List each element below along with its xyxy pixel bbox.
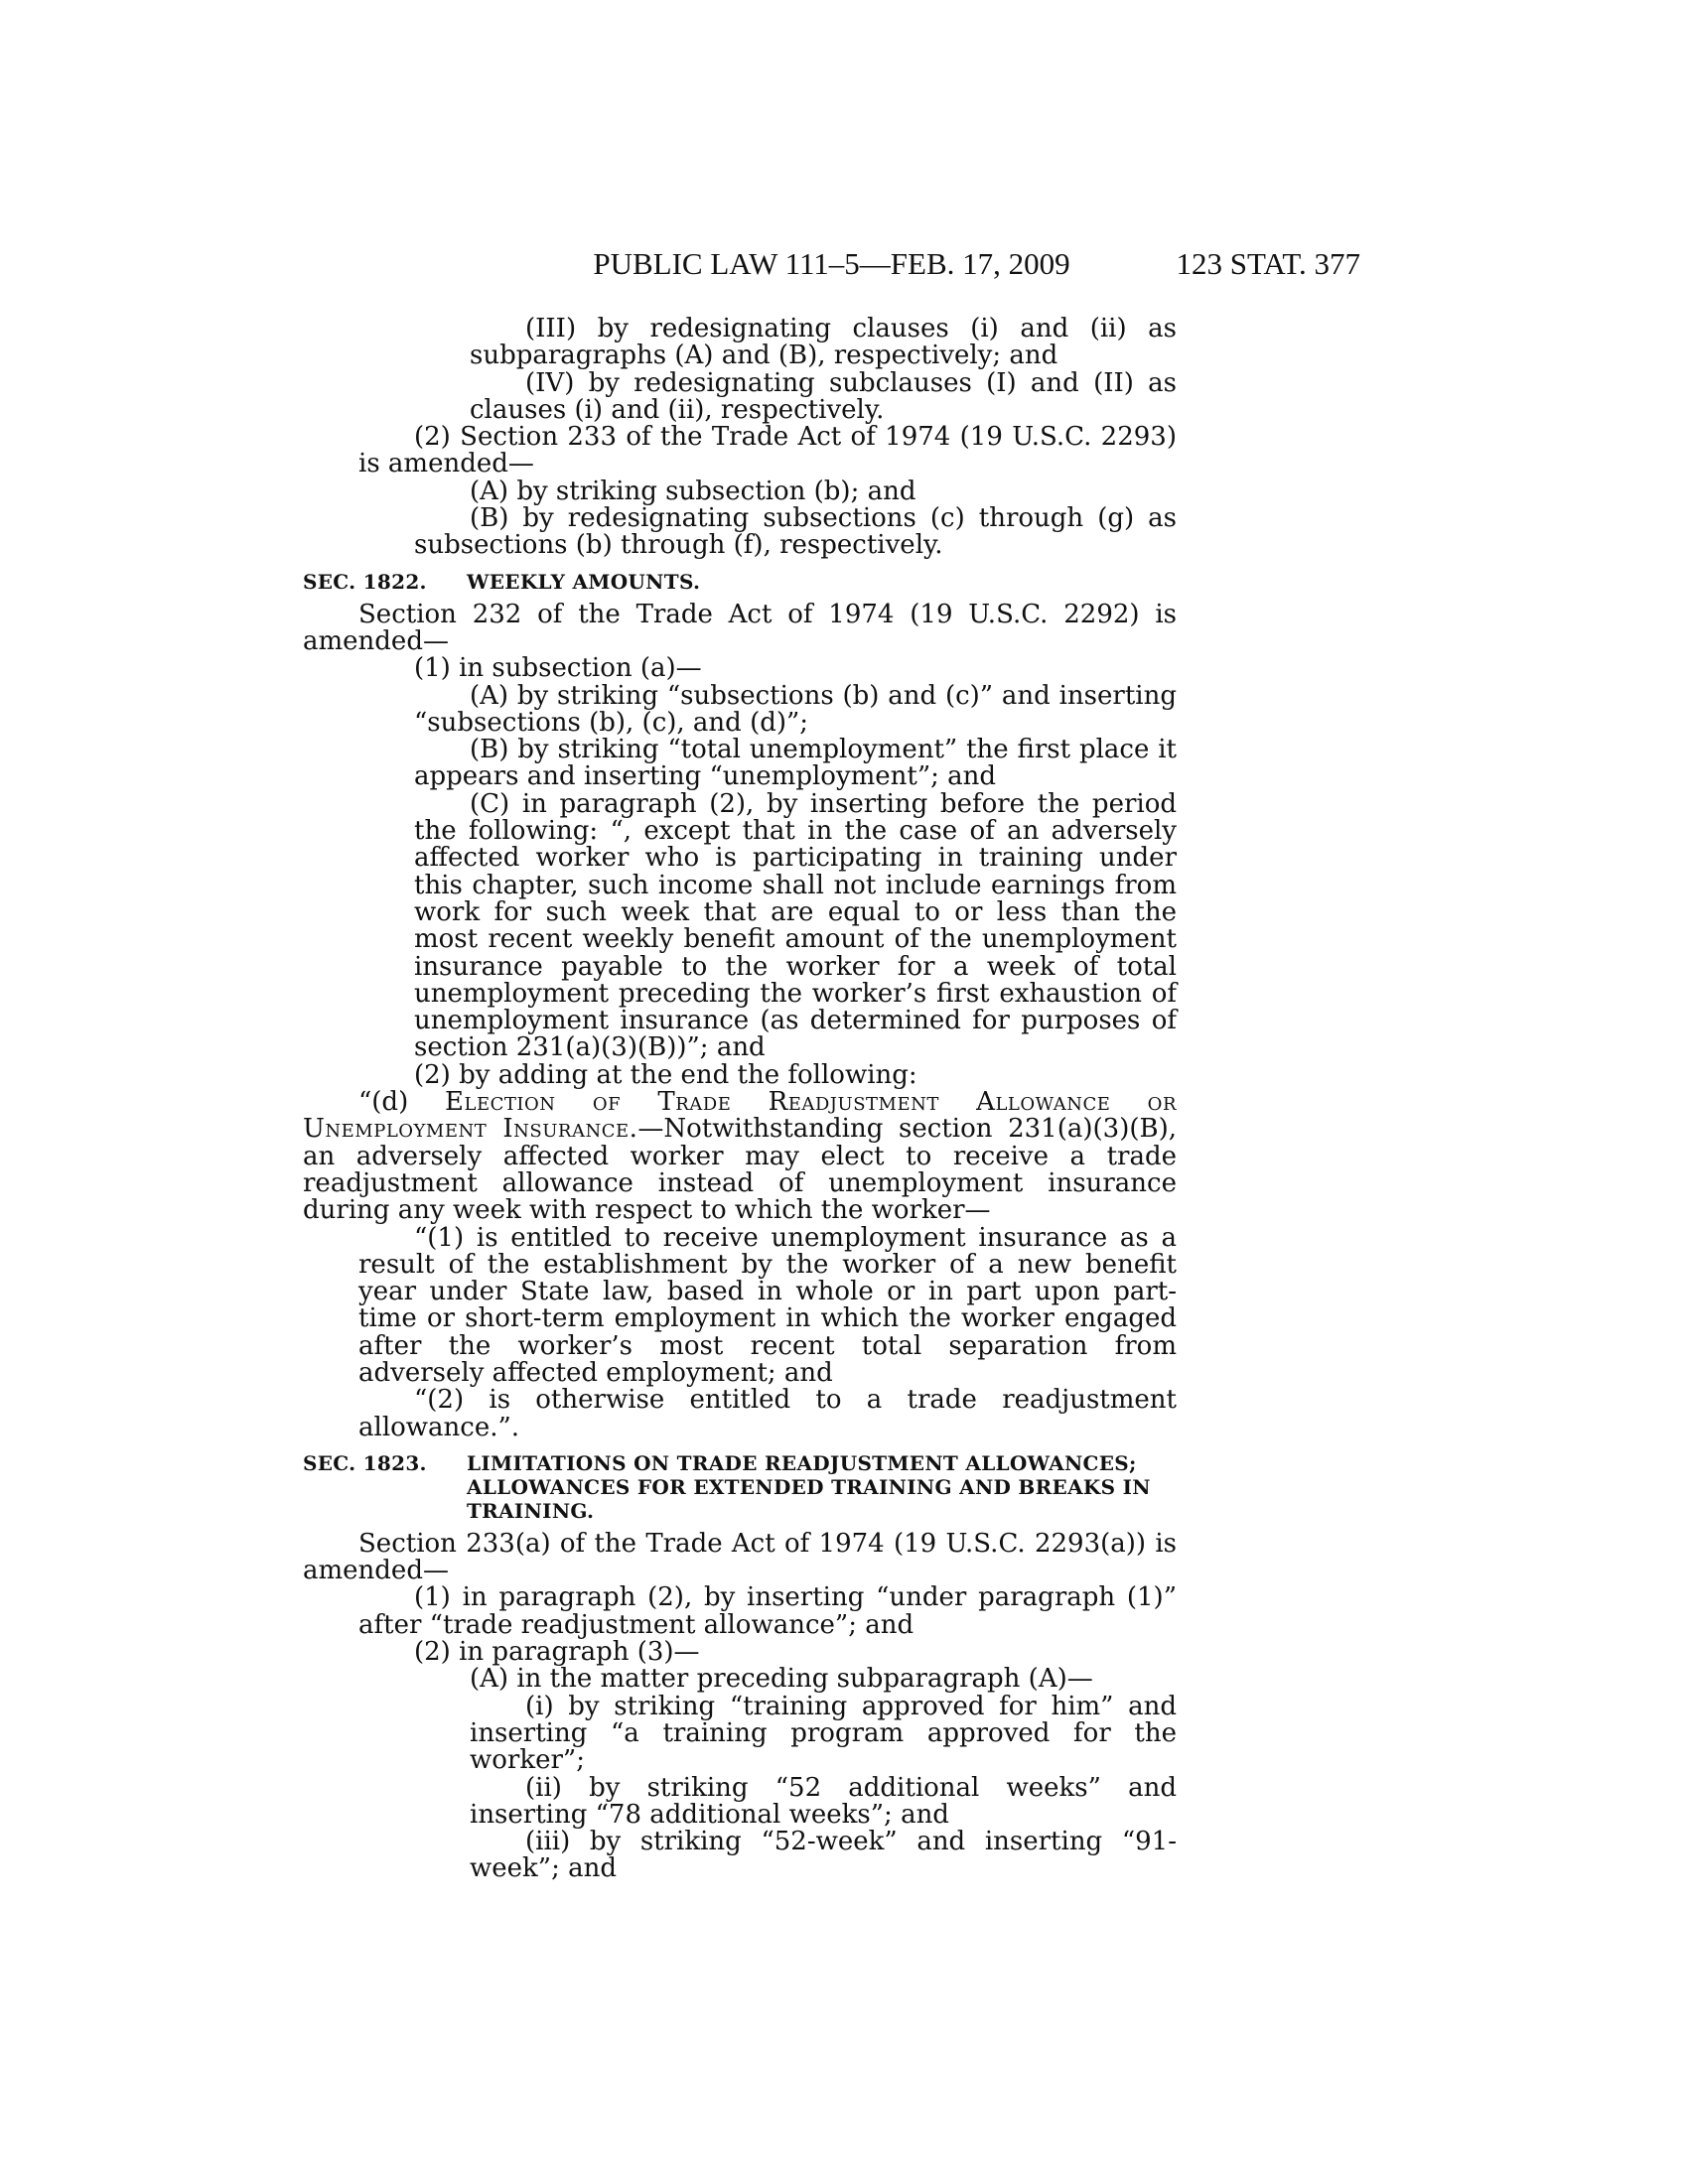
clause-IV: (IV) by redesignating subclauses (I) and (II) as clauses (i) and (ii), respectively. <box>470 367 1177 425</box>
subparagraph-A: (A) by striking subsection (b); and <box>470 476 916 506</box>
subsection-d-paragraph-2: “(2) is otherwise entitled to a trade readjustment allowance.”. <box>358 1385 1177 1442</box>
section-number: SEC. 1822. <box>303 569 427 594</box>
subsection-d: “(d) Election of Trade Readjustment Allowance or Unemployment Insurance.—Notwithstanding section 231(a)(3)(B), an adversely affected worker may elect to receive a trade readjustment allowance instead of unemployment insurance during any week with respect to which the worker— <box>303 1087 1177 1226</box>
subparagraph-A: (A) by striking “subsections (b) and (c)” and inserting “subsections (b), (c), and (d)”; <box>414 680 1177 738</box>
subparagraph-B: (B) by redesignating subsections (c) through (g) as subsections (b) through (f), respectively. <box>414 503 1177 561</box>
section-title: LIMITATIONS ON TRADE READJUSTMENT ALLOWANCES; ALLOWANCES FOR EXTENDED TRAINING AND BREAKS IN TRAINING. <box>467 1450 1151 1523</box>
subparagraph-B: (B) by striking “total unemployment” the first place it appears and inserting “unemployment”; and <box>414 735 1177 792</box>
header-title: PUBLIC LAW 111–5—FEB. 17, 2009 <box>593 246 1070 281</box>
subsection-d-paragraph-1: “(1) is entitled to receive unemployment insurance as a result of the establishment by the worker of a new benefit year under State law, based in whole or in part upon part-time or short-term employment in which the worker engaged after the worker’s most recent total separation from adversely affected employment; and <box>358 1222 1177 1388</box>
paragraph-2: (2) by adding at the end the following: <box>414 1059 917 1090</box>
document-body <box>303 316 1177 1883</box>
section-heading-1823 <box>303 1451 1177 1523</box>
clause-iii: (iii) by striking “52-week” and inserting “91-week”; and <box>470 1827 1177 1884</box>
subsection-d-heading: Election of Trade Readjustment Allowance or Unemployment Insurance. <box>303 1087 1177 1145</box>
section-heading-1822 <box>303 570 1177 594</box>
paragraph-2: (2) in paragraph (3)— <box>414 1637 700 1668</box>
subparagraph-A: (A) in the matter preceding subparagraph (A)— <box>470 1664 1093 1695</box>
clause-ii: (ii) by striking “52 additional weeks” and inserting “78 additional weeks”; and <box>470 1772 1177 1830</box>
subparagraph-C: (C) in paragraph (2), by inserting before the period the following: “, except that in the case of an adversely affected worker who is participating in training under this chapter, such income shall not include earnings from work for such week that are equal to or less than the most recent weekly benefit amount of the unemployment insurance payable to the worker for a week of total unemployment preceding the worker’s first exhaustion of unemployment insurance (as determined for purposes of section 231(a)(3)(B))”; and <box>414 788 1177 1063</box>
paragraph-1: (1) in paragraph (2), by inserting “under paragraph (1)” after “trade readjustment allowance”; and <box>358 1582 1177 1640</box>
paragraph-2-section-233: (2) Section 233 of the Trade Act of 1974 (19 U.S.C. 2293) is amended— <box>358 422 1177 479</box>
section-1823-intro: Section 233(a) of the Trade Act of 1974 (19 U.S.C. 2293(a)) is amended— <box>303 1528 1177 1586</box>
section-title: WEEKLY AMOUNTS. <box>467 569 701 594</box>
clause-III: (III) by redesignating clauses (i) and (ii) as subparagraphs (A) and (B), respectively; and <box>470 314 1177 371</box>
section-number: SEC. 1823. <box>303 1450 427 1475</box>
paragraph-1: (1) in subsection (a)— <box>414 653 702 684</box>
header-page-number: 123 STAT. 377 <box>1176 246 1360 281</box>
clause-i: (i) by striking “training approved for him” and inserting “a training program approved for the worker”; <box>470 1691 1177 1776</box>
section-1822-intro: Section 232 of the Trade Act of 1974 (19 U.S.C. 2292) is amended— <box>303 599 1177 656</box>
